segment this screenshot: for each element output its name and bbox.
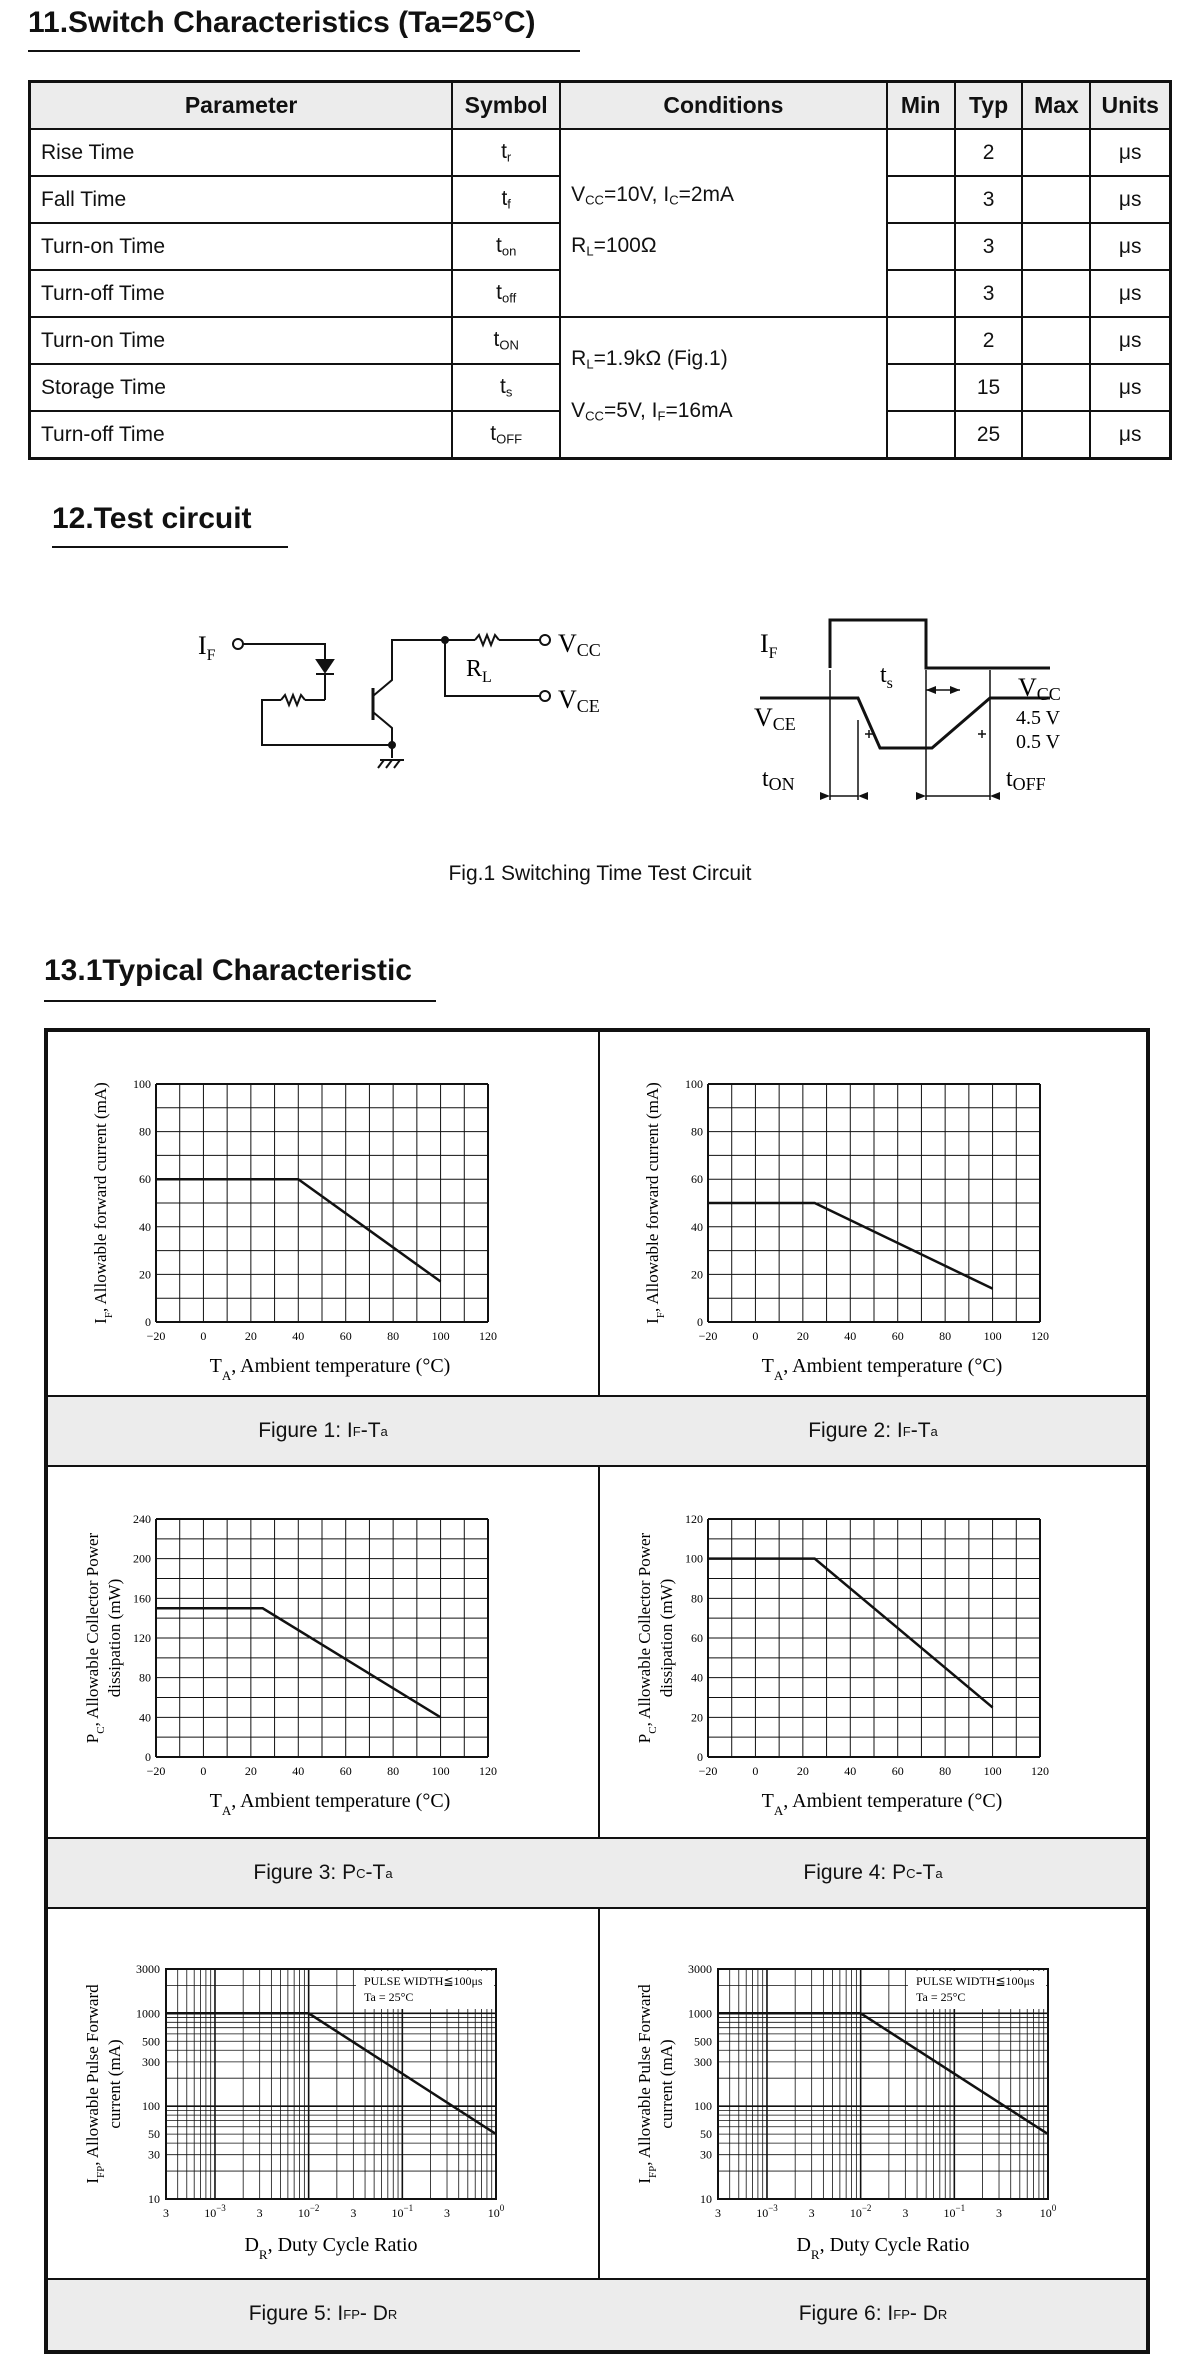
chart-ifp-dr-1 [48,1909,598,2279]
x-tick-label: 20 [796,1764,809,1778]
header-parameter: Parameter [30,82,453,130]
x-tick-label: 3 [902,2206,909,2220]
y-axis-label: $I_F$, Allowable forward current (mA) [643,1082,667,1324]
toff-label: tOFF [1006,766,1046,794]
base-resistor-icon [281,695,305,705]
x-tick-label: −20 [698,1329,718,1343]
symbol-cell [452,411,560,459]
x-tick-label: 0 [752,1329,759,1343]
x-tick-label: 120 [479,1764,497,1778]
y-tick-label: 3000 [136,1962,160,1976]
condition-line: $R_L=1.9k\Omega$ (Fig.1) [571,347,728,372]
x-tick-label: 80 [939,1329,952,1343]
max-cell [1022,317,1090,364]
conditions-cell-group2 [560,317,887,459]
x-tick-label: 3 [163,2206,169,2220]
x-tick-label: 3 [808,2206,815,2220]
y-axis-label-line2: current (mA) [657,2039,676,2129]
units-cell: μs [1090,270,1170,317]
typ-cell: 2 [955,317,1023,364]
figure5-caption: Figure 5: I FP - D R [248,2302,398,2325]
min-cell [887,223,955,270]
table-header-row [30,82,1171,130]
typ-cell: 2 [955,129,1023,176]
led-diode-icon [317,660,333,672]
section-12-underline [52,546,288,548]
waveform-if-label: $I_F$ [760,629,778,662]
y-tick-label: 100 [685,1077,703,1091]
conditions-cell-group1 [560,129,887,317]
header-max: Max [1022,82,1090,130]
x-tick-label: 100 [983,1329,1002,1343]
header-typ: Typ [955,82,1023,130]
units-cell: μs [1090,129,1170,176]
y-tick-label: 80 [139,1670,151,1685]
x-tick-label: 20 [244,1764,257,1778]
if-terminal [233,639,243,649]
y-tick-label: 10 [700,2192,712,2206]
condition-line: $R_L=100\Omega$ [571,234,657,259]
symbol-cell [452,317,560,364]
y-tick-label: 40 [139,1219,151,1234]
x-tick-label: 40 [844,1764,857,1778]
y-tick-label: 300 [142,2054,160,2069]
plot-area [156,1084,488,1322]
x-tick-label: $10^{-1}$ [943,2203,966,2220]
symbol-text: t [493,328,500,352]
x-tick-label: 60 [339,1329,352,1343]
symbol-subscript: r [506,149,512,165]
symbol-subscript: f [507,196,511,212]
figure6-caption: Figure 6: I FP - D R [798,2302,948,2325]
x-axis-label: $D_R$, Duty Cycle Ratio [796,2234,970,2262]
waveform-vce-label: VCE [754,703,796,734]
y-tick-label: 20 [691,1267,703,1282]
x-axis-label: $T_A$, Ambient temperature (°C) [209,1355,451,1383]
parameter-cell: Turn-on Time [30,223,453,270]
y-axis-label: $I_F$, Allowable forward current (mA) [91,1082,115,1324]
section-13-title: 13.1Typical Characteristic [44,954,412,987]
min-cell [887,270,955,317]
units-cell: μs [1090,364,1170,411]
parameter-cell: Storage Time [30,364,453,411]
y-tick-label: 40 [139,1710,151,1725]
y-tick-label: 60 [691,1172,703,1187]
x-tick-label: 20 [244,1329,257,1343]
typ-cell: 3 [955,223,1023,270]
vce-terminal [540,691,550,701]
symbol-cell [452,129,560,176]
symbol-subscript: s [505,384,513,400]
y-tick-label: 40 [691,1219,703,1234]
waveform-vcc-label: VCC [1018,673,1061,704]
y-axis-label: $I_{FP}$, Allowable Pulse Forward [83,1984,107,2184]
y-tick-label: 0 [697,1750,703,1764]
units-cell: μs [1090,176,1170,223]
min-cell [887,411,955,459]
symbol-text: t [499,375,506,399]
x-tick-label: $10^{-2}$ [297,2203,320,2220]
x-tick-label: 3 [256,2206,263,2220]
header-conditions: Conditions [560,82,887,130]
x-tick-label: 100 [431,1329,450,1343]
annotation-line1: PULSE WIDTH≦100μs [364,1974,483,1988]
y-tick-label: 300 [694,2054,712,2069]
y-tick-label: 1000 [688,2006,712,2021]
section-11-title: 11.Switch Characteristics (Ta=25°C) [28,6,536,39]
symbol-cell [452,364,560,411]
x-tick-label: 80 [387,1329,400,1343]
symbol-subscript: OFF [496,431,523,447]
x-tick-label: 120 [1031,1764,1049,1778]
if-pulse-waveform [830,620,1050,668]
ts-label: $t_s$ [880,662,893,692]
x-tick-label: −20 [698,1764,718,1778]
header-units: Units [1090,82,1170,130]
section-12-title: 12.Test circuit [52,502,252,535]
vce-label: VCE [558,685,600,716]
y-tick-label: 20 [139,1267,151,1282]
max-cell [1022,270,1090,317]
typ-cell: 3 [955,176,1023,223]
y-axis-label-line2: dissipation (mW) [105,1578,124,1698]
condition-line: $V_{CC}=10V$, $I_C=2mA$ [571,182,735,207]
y-tick-label: 500 [142,2034,160,2049]
x-tick-label: 60 [891,1329,904,1343]
y-axis-label: $P_C$, Allowable Collector Power [635,1532,659,1744]
y-tick-label: 100 [133,1077,151,1091]
chart-ifp-dr-2 [600,1909,1150,2279]
x-tick-label: 120 [479,1329,497,1343]
y-tick-label: 100 [685,1551,703,1566]
plot-area [156,1519,488,1757]
y-axis-label: $I_{FP}$, Allowable Pulse Forward [635,1984,659,2184]
max-cell [1022,364,1090,411]
symbol-text: t [496,281,502,305]
table-row [30,129,1171,176]
x-tick-label: $10^0$ [1039,2203,1057,2220]
x-tick-label: 60 [339,1764,352,1778]
figure1-caption: Figure 1: I F -T a [258,1419,388,1442]
chart-pc-ta-2 [600,1467,1150,1837]
y-tick-label: 240 [133,1512,151,1526]
switching-waveform-diagram [750,600,1130,820]
y-tick-label: 20 [691,1710,703,1725]
typ-cell: 25 [955,411,1023,459]
x-tick-label: 80 [387,1764,400,1778]
symbol-text: t [501,187,508,211]
x-tick-label: 0 [200,1764,207,1778]
y-tick-label: 0 [697,1315,703,1329]
parameter-cell: Turn-off Time [30,270,453,317]
x-tick-label: −20 [146,1329,166,1343]
x-axis-label: $D_R$, Duty Cycle Ratio [244,2234,418,2262]
min-cell [887,176,955,223]
y-tick-label: 60 [691,1631,703,1645]
x-axis-label: $T_A$, Ambient temperature (°C) [761,1790,1003,1818]
x-tick-label: $10^{-2}$ [849,2203,872,2220]
y-tick-label: 80 [691,1124,703,1139]
symbol-cell [452,223,560,270]
vcc-terminal [540,635,550,645]
x-tick-label: 3 [350,2206,357,2220]
figure4-caption: Figure 4: P C -T a [803,1861,943,1884]
y-tick-label: 0 [145,1750,151,1764]
y-tick-label: 30 [700,2147,712,2162]
if-label: $I_F$ [198,631,216,664]
parameter-cell: Fall Time [30,176,453,223]
load-resistor-icon [475,635,499,645]
units-cell: μs [1090,411,1170,459]
y-tick-label: 3000 [688,1962,712,1976]
chart-if-ta-2 [600,1032,1150,1397]
chart-if-ta-1 [48,1032,598,1397]
header-min: Min [887,82,955,130]
x-tick-label: $10^0$ [487,2203,505,2220]
figure3-caption: Figure 3: P C -T a [253,1861,393,1884]
annotation-line2: Ta = 25°C [364,1990,414,2004]
switch-characteristics-table [28,80,1172,460]
typical-characteristics-grid [44,1028,1150,2354]
x-tick-label: 40 [292,1329,305,1343]
vcc-label: VCC [558,629,601,660]
units-cell: μs [1090,317,1170,364]
y-tick-label: 120 [133,1631,151,1645]
y-tick-label: 100 [694,2099,712,2114]
x-tick-label: 80 [939,1764,952,1778]
symbol-cell [452,270,560,317]
y-tick-label: 500 [694,2034,712,2049]
y-tick-label: 50 [148,2127,160,2142]
min-cell [887,317,955,364]
x-axis-label: $T_A$, Ambient temperature (°C) [761,1355,1003,1383]
x-tick-label: 0 [200,1329,207,1343]
x-tick-label: 40 [844,1329,857,1343]
x-tick-label: $10^{-3}$ [204,2203,226,2220]
y-tick-label: 30 [148,2147,160,2162]
y-axis-label-line2: dissipation (mW) [657,1578,676,1698]
y-tick-label: 100 [142,2099,160,2114]
x-tick-label: −20 [146,1764,166,1778]
min-cell [887,129,955,176]
x-tick-label: 3 [996,2206,1003,2220]
y-axis-label-line2: current (mA) [105,2039,124,2129]
max-cell [1022,411,1090,459]
vce-waveform [760,698,1050,748]
y-tick-label: 50 [700,2127,712,2142]
parameter-cell: Turn-off Time [30,411,453,459]
symbol-subscript: on [501,243,517,259]
min-cell [887,364,955,411]
x-tick-label: 40 [292,1764,305,1778]
y-tick-label: 80 [139,1124,151,1139]
rl-label: $R_L$ [466,656,492,686]
x-tick-label: $10^{-3}$ [756,2203,778,2220]
max-cell [1022,176,1090,223]
x-tick-label: 60 [891,1764,904,1778]
x-axis-label: $T_A$, Ambient temperature (°C) [209,1790,451,1818]
x-tick-label: $10^{-1}$ [391,2203,414,2220]
table-row [30,317,1171,364]
chart-pc-ta-1 [48,1467,598,1837]
x-tick-label: 0 [752,1764,759,1778]
symbol-subscript: ON [499,337,519,353]
ton-label: tON [762,766,795,794]
y-tick-label: 120 [685,1512,703,1526]
section-13-underline [44,1000,436,1002]
annotation-line1: PULSE WIDTH≦100μs [916,1974,1035,1988]
y-tick-label: 200 [133,1551,151,1566]
symbol-subscript: off [501,290,517,306]
symbol-text: t [496,234,502,258]
header-symbol: Symbol [452,82,560,130]
plot-area [708,1519,1040,1757]
figure2-caption: Figure 2: I F -T a [808,1419,938,1442]
y-tick-label: 10 [148,2192,160,2206]
x-tick-label: 120 [1031,1329,1049,1343]
symbol-cell [452,176,560,223]
y-tick-label: 40 [691,1670,703,1685]
symbol-text: t [490,422,497,446]
v05-label: 0.5 V [1016,731,1061,753]
condition-line: $V_{CC}=5V$, $I_F=16mA$ [571,398,733,423]
x-tick-label: 3 [444,2206,451,2220]
units-cell: μs [1090,223,1170,270]
typ-cell: 3 [955,270,1023,317]
y-tick-label: 0 [145,1315,151,1329]
annotation-line2: Ta = 25°C [916,1990,966,2004]
max-cell [1022,223,1090,270]
x-tick-label: 100 [431,1764,450,1778]
fig1-caption: Fig.1 Switching Time Test Circuit [448,862,752,885]
section-11-underline [28,50,580,52]
y-tick-label: 80 [691,1591,703,1606]
v45-label: 4.5 V [1016,707,1061,729]
max-cell [1022,129,1090,176]
x-tick-label: 3 [715,2206,721,2220]
parameter-cell: Turn-on Time [30,317,453,364]
y-axis-label: $P_C$, Allowable Collector Power [83,1532,107,1744]
x-tick-label: 20 [796,1329,809,1343]
y-tick-label: 160 [133,1591,151,1606]
y-tick-label: 60 [139,1172,151,1187]
typ-cell: 15 [955,364,1023,411]
symbol-text: t [501,140,507,164]
y-tick-label: 1000 [136,2006,160,2021]
parameter-cell: Rise Time [30,129,453,176]
test-circuit-schematic [180,600,640,800]
x-tick-label: 100 [983,1764,1002,1778]
